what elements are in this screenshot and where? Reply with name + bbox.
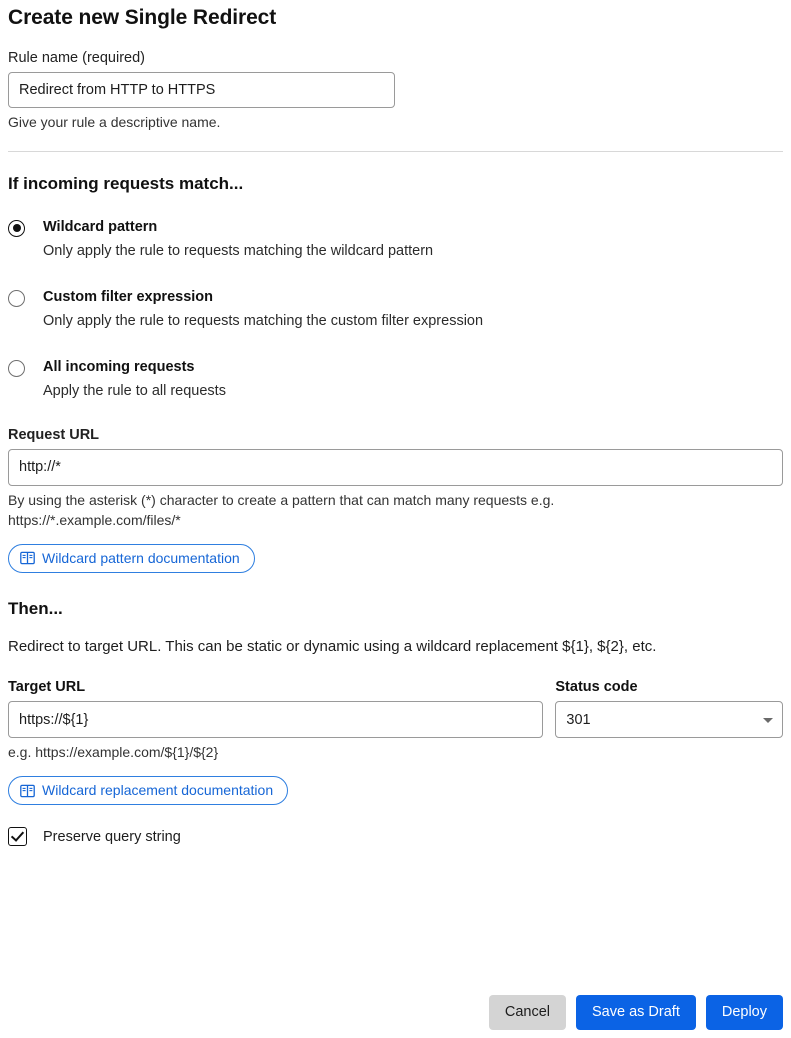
preserve-query-string-label: Preserve query string	[43, 828, 181, 845]
preserve-query-string-checkbox[interactable]	[8, 827, 27, 846]
radio-description-all-incoming-requests: Apply the rule to all requests	[43, 382, 226, 399]
radio-option-all-incoming-requests[interactable]	[8, 358, 783, 401]
status-code-value: 301	[566, 711, 591, 728]
rule-name-help: Give your rule a descriptive name.	[8, 114, 221, 130]
radio-label-all-incoming-requests: All incoming requests	[43, 358, 195, 375]
status-code-select[interactable]	[555, 701, 783, 738]
wildcard-replacement-documentation-label: Wildcard replacement documentation	[42, 782, 274, 799]
then-section-heading: Then...	[8, 598, 63, 618]
target-and-status-row	[8, 679, 783, 738]
radio-description-wildcard-pattern: Only apply the rule to requests matching the wildcard pattern	[43, 243, 434, 259]
wildcard-pattern-documentation-link[interactable]	[8, 544, 255, 573]
request-url-help: By using the asterisk (*) character to create a pattern that can match many requests e.g. https://*.example.com/files/*	[8, 491, 555, 528]
match-options-group	[8, 218, 783, 401]
cancel-button[interactable]: Cancel	[489, 995, 566, 1030]
then-section-description: Redirect to target URL. This can be static or dynamic using a wildcard replacement ${1}, ${2}, etc.	[8, 637, 657, 655]
request-url-input[interactable]	[8, 449, 783, 486]
radio-indicator-all-incoming-requests[interactable]	[8, 360, 25, 377]
target-url-help: e.g. https://example.com/${1}/${2}	[8, 744, 219, 761]
wildcard-replacement-documentation-link[interactable]	[8, 776, 288, 805]
radio-label-custom-filter-expression: Custom filter expression	[43, 288, 214, 305]
radio-label-wildcard-pattern: Wildcard pattern	[43, 218, 158, 235]
radio-option-wildcard-pattern[interactable]	[8, 218, 783, 261]
section-divider	[8, 151, 783, 152]
save-as-draft-button[interactable]: Save as Draft	[576, 995, 696, 1030]
rule-name-label: Rule name (required)	[8, 50, 146, 66]
radio-option-custom-filter-expression[interactable]	[8, 288, 783, 331]
radio-indicator-wildcard-pattern[interactable]	[8, 220, 25, 237]
rule-name-input[interactable]	[8, 72, 395, 108]
book-icon	[20, 551, 35, 565]
deploy-button[interactable]: Deploy	[706, 995, 783, 1030]
wildcard-pattern-documentation-label: Wildcard pattern documentation	[42, 549, 240, 566]
match-section-heading: If incoming requests match...	[8, 173, 244, 193]
target-url-label: Target URL	[8, 679, 86, 696]
radio-indicator-custom-filter-expression[interactable]	[8, 290, 25, 307]
radio-description-custom-filter-expression: Only apply the rule to requests matching the custom filter expression	[43, 312, 484, 329]
footer-actions	[489, 995, 783, 1030]
book-icon	[20, 784, 35, 798]
preserve-query-string-row[interactable]	[8, 827, 783, 846]
single-redirect-form	[0, 6, 791, 1038]
page-title: Create new Single Redirect	[8, 6, 277, 29]
request-url-label: Request URL	[8, 426, 100, 443]
status-code-label: Status code	[555, 679, 638, 696]
target-url-input[interactable]	[8, 701, 543, 738]
